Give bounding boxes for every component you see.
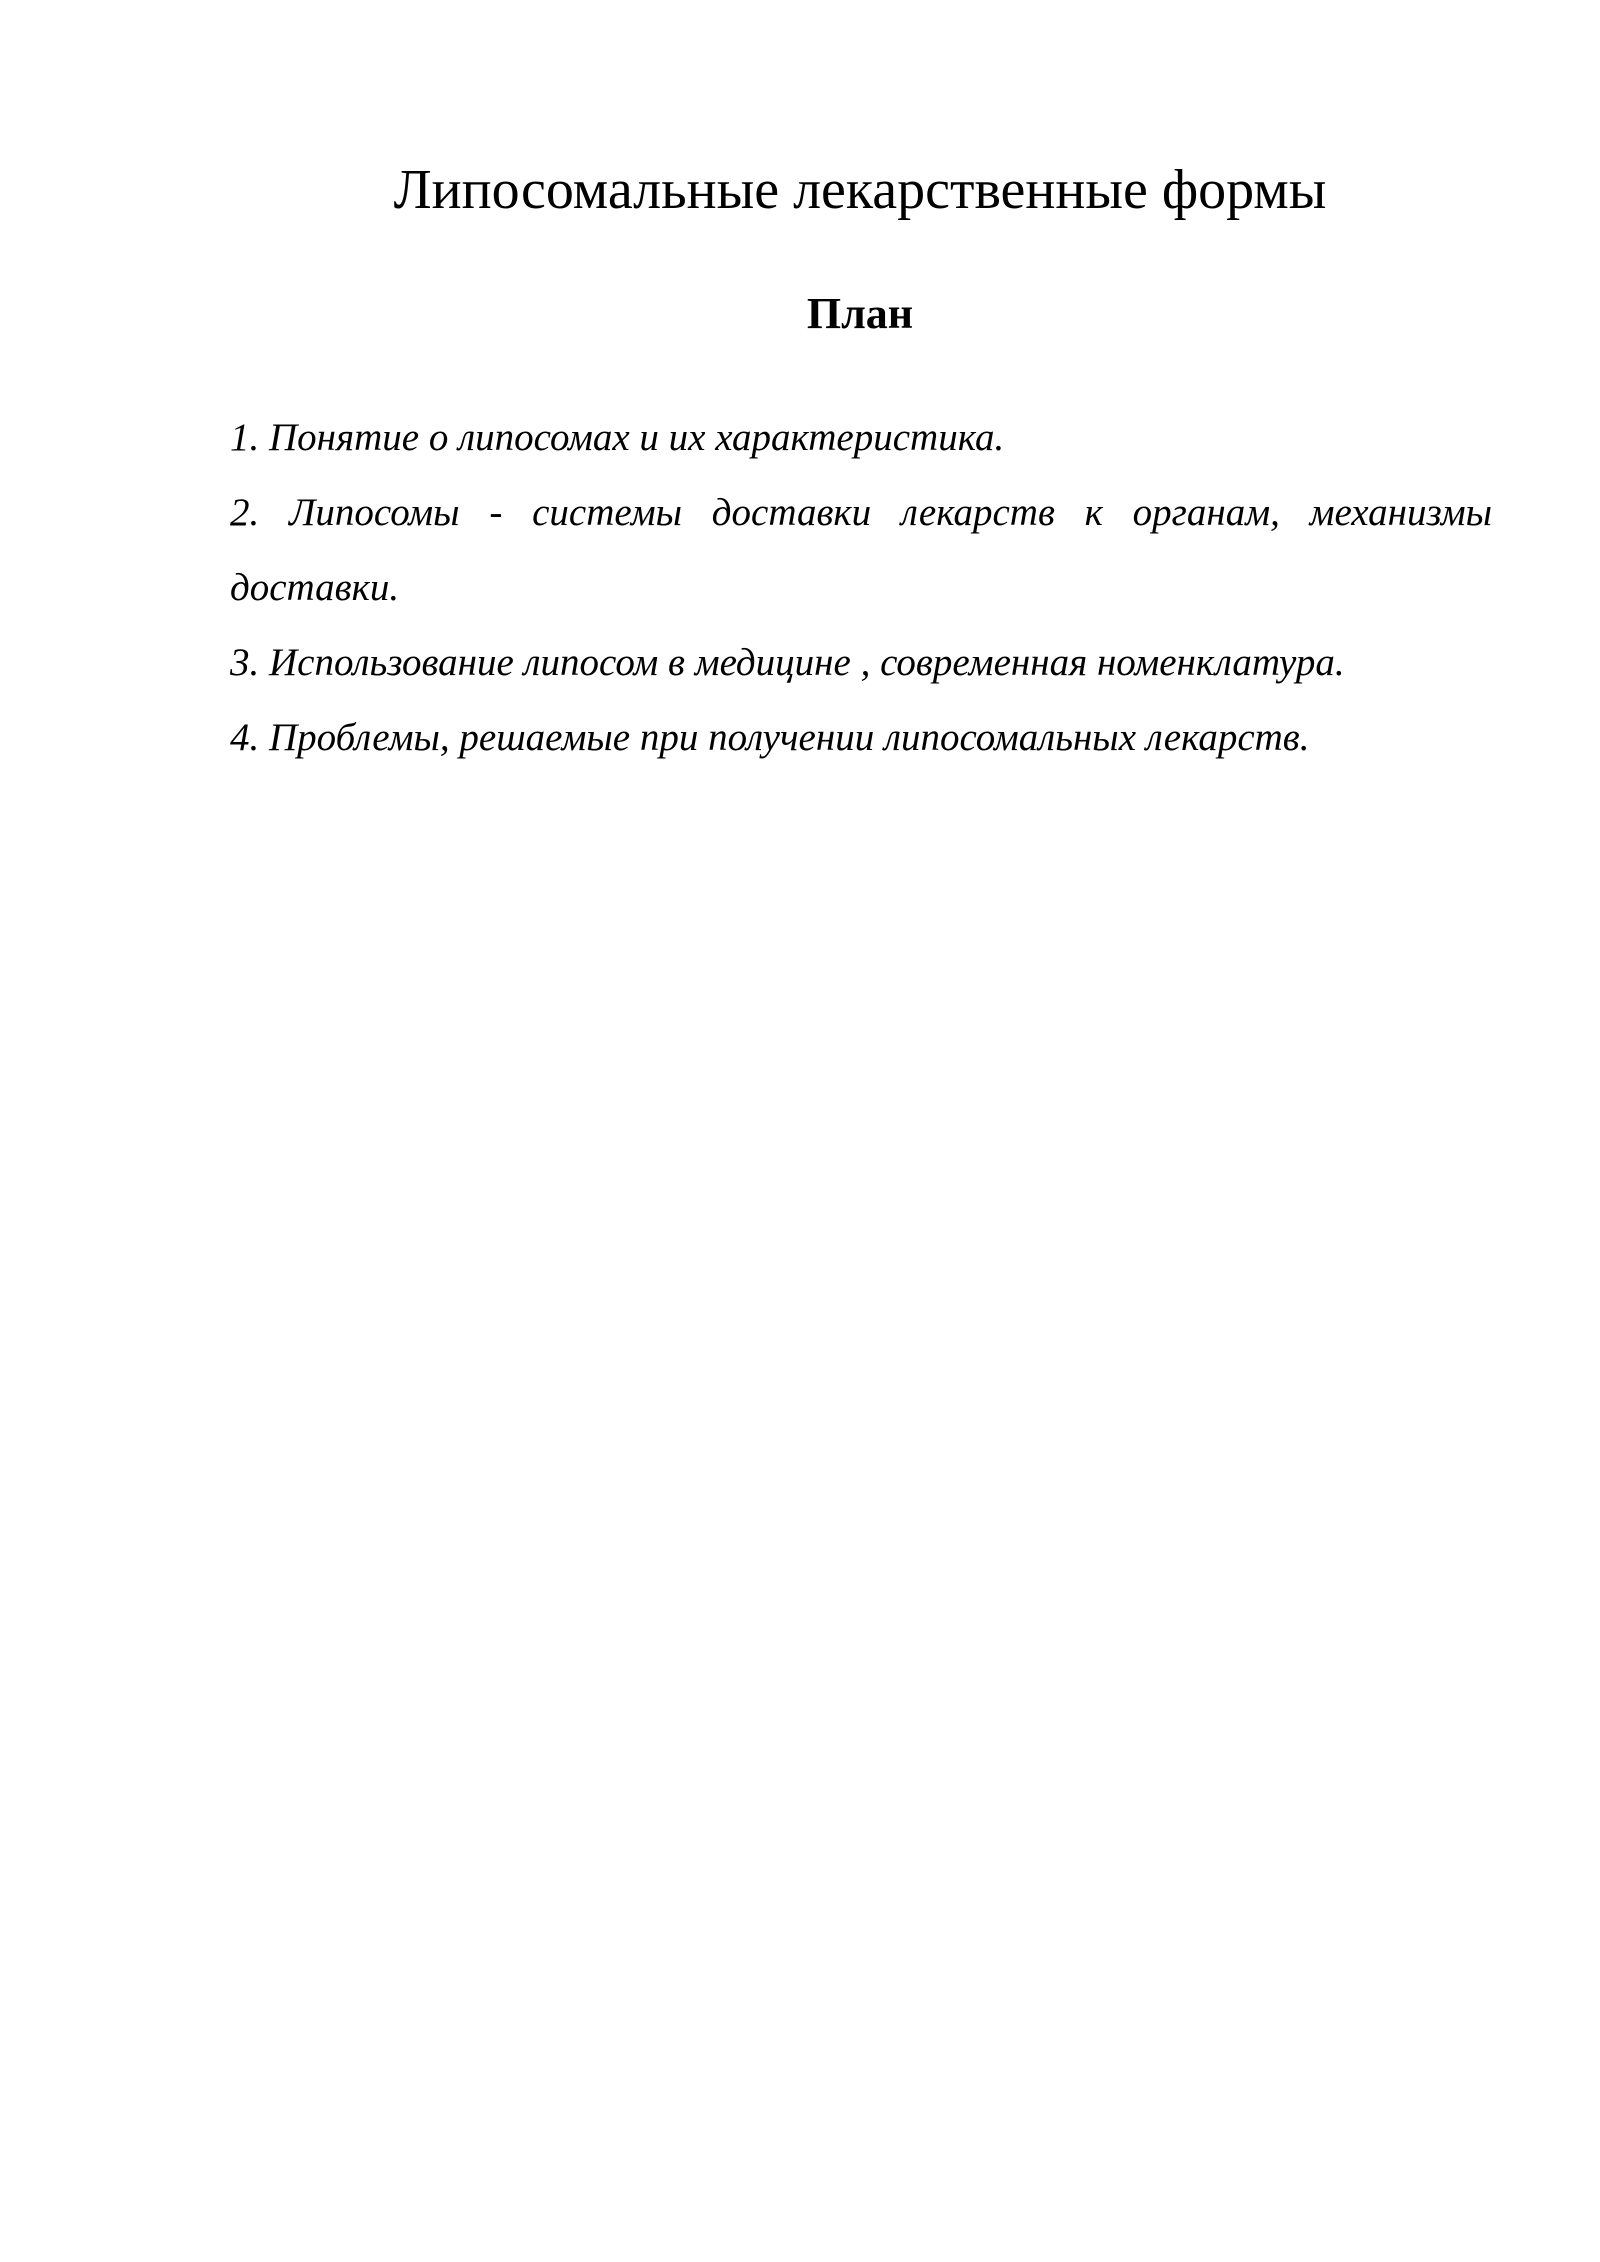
plan-item: 1. Понятие о липосомах и их характеристика.	[230, 416, 1005, 459]
plan-list	[230, 400, 1492, 775]
plan-item: 3. Использование липосом в медицине , современная номенклатура.	[230, 641, 1345, 684]
plan-item: 2. Липосомы - системы доставки лекарств к органам, механизмы доставки.	[230, 491, 1492, 609]
plan-heading: План	[806, 289, 914, 338]
document-title: Липосомальные лекарственные формы	[393, 159, 1327, 221]
plan-item: 4. Проблемы, решаемые при получении липосомальных лекарств.	[230, 716, 1310, 759]
